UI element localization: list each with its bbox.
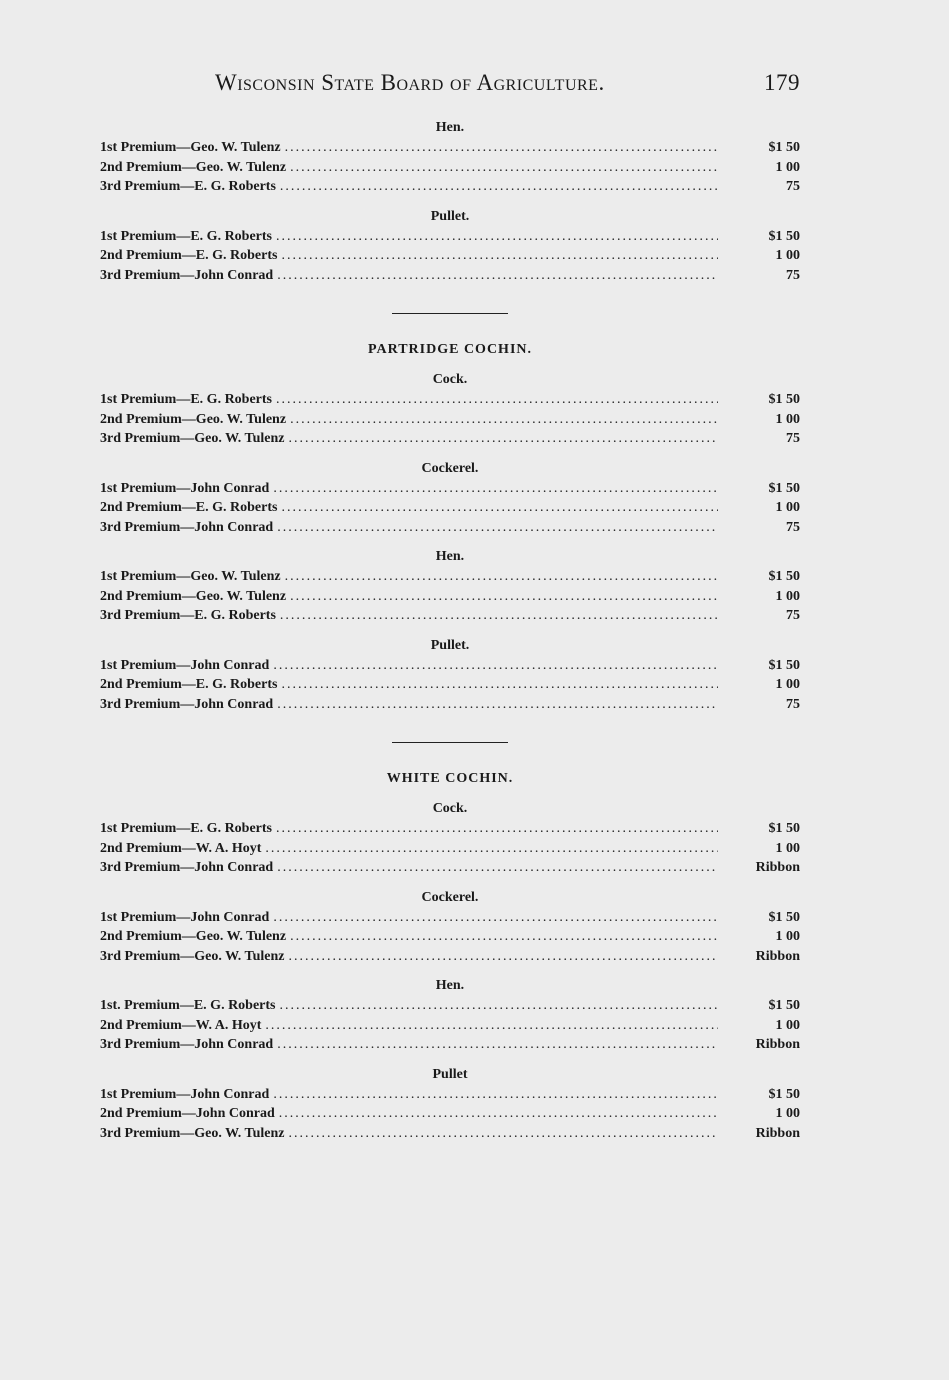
premium-entry bbox=[100, 606, 800, 626]
entry-label: 3rd Premium—John Conrad bbox=[100, 519, 274, 535]
premium-entry bbox=[100, 1124, 800, 1144]
group-title: Hen. bbox=[435, 549, 465, 564]
dot-leader bbox=[288, 1124, 718, 1144]
premium-entry bbox=[100, 498, 800, 518]
dot-leader bbox=[273, 479, 718, 499]
dot-leader bbox=[290, 587, 718, 607]
premium-entry bbox=[100, 908, 800, 928]
entry-amount: Ribbon bbox=[755, 1037, 800, 1052]
entry-label: 1st Premium—E. G. Roberts bbox=[100, 392, 272, 407]
entry-label: 1st Premium—John Conrad bbox=[100, 909, 270, 925]
dot-leader bbox=[285, 138, 718, 158]
dot-leader bbox=[281, 498, 718, 518]
entry-label: 2nd Premium—Geo. W. Tulenz bbox=[100, 411, 287, 427]
entry-amount: $1 50 bbox=[768, 657, 800, 673]
entry-amount: 1 00 bbox=[775, 840, 800, 856]
entry-amount: $1 50 bbox=[768, 1086, 800, 1102]
entry-label: 1st Premium—Geo. W. Tulenz bbox=[100, 140, 281, 155]
premium-entry bbox=[100, 227, 800, 247]
premium-group bbox=[100, 207, 800, 286]
dot-leader bbox=[277, 1035, 718, 1055]
section-divider bbox=[392, 313, 508, 314]
entry-label: 3rd Premium—Geo. W. Tulenz bbox=[100, 431, 285, 446]
dot-leader bbox=[290, 158, 718, 178]
premium-entry bbox=[100, 947, 800, 967]
entry-label: 1st Premium—E. G. Roberts bbox=[100, 228, 272, 244]
premium-entry bbox=[100, 266, 800, 286]
entry-amount: 1 00 bbox=[775, 248, 800, 263]
entry-label: 2nd Premium—E. G. Roberts bbox=[100, 248, 278, 263]
dot-leader bbox=[281, 675, 718, 695]
dot-leader bbox=[280, 996, 719, 1016]
entry-amount: $1 50 bbox=[768, 998, 800, 1013]
entry-amount: 1 00 bbox=[775, 159, 800, 175]
dot-leader bbox=[288, 429, 718, 449]
entry-amount: 1 00 bbox=[775, 1017, 800, 1033]
group-title: Hen. bbox=[435, 978, 465, 993]
entry-amount: Ribbon bbox=[755, 1125, 800, 1141]
entry-label: 3rd Premium—E. G. Roberts bbox=[100, 608, 276, 623]
entry-amount: 75 bbox=[786, 608, 800, 623]
group-title: Cock. bbox=[432, 801, 468, 816]
entry-label: 1st Premium—John Conrad bbox=[100, 1086, 270, 1102]
group-title: Pullet. bbox=[430, 637, 470, 653]
entry-label: 2nd Premium—W. A. Hoyt bbox=[100, 840, 262, 856]
entry-label: 1st Premium—John Conrad bbox=[100, 657, 270, 673]
premium-entry bbox=[100, 695, 800, 715]
group-title: Pullet. bbox=[430, 208, 470, 224]
dot-leader bbox=[277, 266, 718, 286]
dot-leader bbox=[265, 1016, 718, 1036]
premium-group bbox=[100, 459, 800, 538]
dot-leader bbox=[277, 518, 718, 538]
entry-amount: $1 50 bbox=[768, 480, 800, 496]
premium-list bbox=[100, 118, 800, 1143]
premium-group bbox=[100, 370, 800, 449]
entry-amount: 1 00 bbox=[775, 588, 800, 604]
entry-amount: $1 50 bbox=[768, 140, 800, 155]
premium-entry bbox=[100, 518, 800, 538]
premium-entry bbox=[100, 1016, 800, 1036]
premium-entry bbox=[100, 996, 800, 1016]
entry-label: 2nd Premium—Geo. W. Tulenz bbox=[100, 159, 287, 175]
group-title: Cockerel. bbox=[421, 889, 479, 905]
premium-entry bbox=[100, 158, 800, 178]
premium-group bbox=[100, 888, 800, 967]
premium-group bbox=[100, 1065, 800, 1144]
dot-leader bbox=[288, 947, 718, 967]
premium-group bbox=[100, 636, 800, 715]
group-title: Pullet bbox=[432, 1066, 468, 1082]
running-head-title: Wisconsin State Board of Agriculture. bbox=[215, 70, 605, 95]
premium-entry bbox=[100, 390, 800, 410]
entry-label: 1st Premium—Geo. W. Tulenz bbox=[100, 569, 281, 584]
premium-entry bbox=[100, 858, 800, 878]
section-divider bbox=[392, 742, 508, 743]
entry-label: 2nd Premium—Geo. W. Tulenz bbox=[100, 588, 287, 604]
dot-leader bbox=[276, 819, 718, 839]
dot-leader bbox=[279, 1104, 718, 1124]
dot-leader bbox=[285, 567, 718, 587]
entry-label: 2nd Premium—E. G. Roberts bbox=[100, 500, 278, 515]
entry-amount: 75 bbox=[786, 696, 800, 712]
premium-entry bbox=[100, 675, 800, 695]
premium-entry bbox=[100, 246, 800, 266]
group-title: Cockerel. bbox=[421, 460, 479, 476]
entry-amount: $1 50 bbox=[768, 228, 800, 244]
breed-section bbox=[100, 771, 800, 1143]
dot-leader bbox=[290, 927, 718, 947]
dot-leader bbox=[280, 177, 718, 197]
entry-label: 1st. Premium—E. G. Roberts bbox=[100, 998, 276, 1013]
dot-leader bbox=[273, 656, 718, 676]
dot-leader bbox=[290, 410, 718, 430]
dot-leader bbox=[280, 606, 718, 626]
entry-label: 3rd Premium—John Conrad bbox=[100, 1037, 274, 1052]
entry-label: 3rd Premium—John Conrad bbox=[100, 860, 274, 875]
premium-entry bbox=[100, 839, 800, 859]
entry-label: 3rd Premium—E. G. Roberts bbox=[100, 179, 276, 194]
dot-leader bbox=[281, 246, 718, 266]
entry-amount: 75 bbox=[786, 267, 800, 283]
entry-label: 2nd Premium—W. A. Hoyt bbox=[100, 1017, 262, 1033]
entry-amount: $1 50 bbox=[768, 569, 800, 584]
entry-amount: $1 50 bbox=[768, 909, 800, 925]
breed-section bbox=[100, 342, 800, 714]
entry-label: 1st Premium—E. G. Roberts bbox=[100, 821, 272, 836]
entry-amount: 1 00 bbox=[775, 677, 800, 692]
premium-group bbox=[100, 118, 800, 197]
entry-amount: 75 bbox=[786, 431, 800, 446]
premium-entry bbox=[100, 1085, 800, 1105]
entry-label: 1st Premium—John Conrad bbox=[100, 480, 270, 496]
premium-group bbox=[100, 799, 800, 878]
dot-leader bbox=[273, 908, 718, 928]
section-heading: WHITE COCHIN. bbox=[386, 771, 514, 786]
premium-entry bbox=[100, 138, 800, 158]
entry-amount: 1 00 bbox=[775, 411, 800, 427]
premium-entry bbox=[100, 1035, 800, 1055]
entry-amount: $1 50 bbox=[768, 392, 800, 407]
premium-entry bbox=[100, 410, 800, 430]
entry-amount: 1 00 bbox=[775, 929, 800, 944]
premium-entry bbox=[100, 927, 800, 947]
entry-amount: Ribbon bbox=[755, 860, 800, 875]
entry-amount: 75 bbox=[786, 179, 800, 194]
section-heading: PARTRIDGE COCHIN. bbox=[367, 342, 533, 357]
entry-amount: 75 bbox=[786, 519, 800, 535]
breed-section bbox=[100, 118, 800, 285]
premium-entry bbox=[100, 429, 800, 449]
dot-leader bbox=[276, 390, 718, 410]
entry-label: 2nd Premium—Geo. W. Tulenz bbox=[100, 929, 287, 944]
premium-entry bbox=[100, 177, 800, 197]
premium-entry bbox=[100, 819, 800, 839]
premium-entry bbox=[100, 567, 800, 587]
premium-entry bbox=[100, 587, 800, 607]
entry-label: 2nd Premium—John Conrad bbox=[100, 1106, 275, 1121]
premium-group bbox=[100, 976, 800, 1055]
entry-label: 3rd Premium—John Conrad bbox=[100, 696, 274, 712]
entry-amount: 1 00 bbox=[775, 500, 800, 515]
page-number: 179 bbox=[764, 70, 800, 95]
entry-label: 3rd Premium—John Conrad bbox=[100, 267, 274, 283]
premium-group bbox=[100, 547, 800, 626]
entry-amount: $1 50 bbox=[768, 821, 800, 836]
entry-label: 3rd Premium—Geo. W. Tulenz bbox=[100, 948, 285, 964]
group-title: Cock. bbox=[432, 372, 468, 387]
premium-entry bbox=[100, 479, 800, 499]
dot-leader bbox=[277, 695, 718, 715]
dot-leader bbox=[265, 839, 718, 859]
entry-amount: 1 00 bbox=[775, 1106, 800, 1121]
entry-label: 2nd Premium—E. G. Roberts bbox=[100, 677, 278, 692]
entry-amount: Ribbon bbox=[755, 948, 800, 964]
premium-entry bbox=[100, 656, 800, 676]
dot-leader bbox=[276, 227, 718, 247]
premium-entry bbox=[100, 1104, 800, 1124]
group-title: Hen. bbox=[435, 120, 465, 135]
entry-label: 3rd Premium—Geo. W. Tulenz bbox=[100, 1125, 285, 1141]
dot-leader bbox=[277, 858, 718, 878]
running-head bbox=[215, 70, 800, 96]
dot-leader bbox=[273, 1085, 718, 1105]
